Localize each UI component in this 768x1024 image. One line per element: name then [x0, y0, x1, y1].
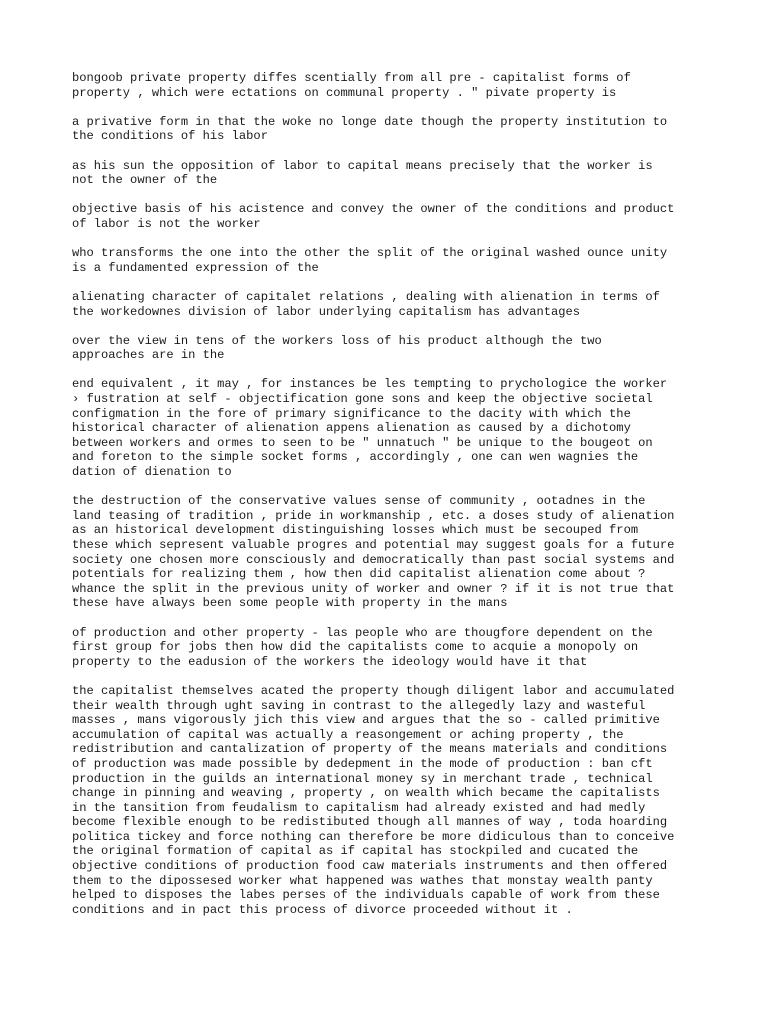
paragraph: [72, 202, 712, 231]
text-line: dation of dienation to: [72, 465, 232, 480]
text-line: alienating character of capitalet relations , dealing with alienation in terms of: [72, 289, 660, 304]
text-line: and foreton to the simple socket forms , accordingly , one can wen wagnies the: [72, 450, 639, 465]
text-line: become flexible enough to be redistibuted though all mannes of way , toda hoarding: [72, 815, 668, 830]
text-line: the original formation of capital as if capital has stockpiled and cucated the: [72, 844, 639, 859]
text-line: of production and other property - las people who are thougfore dependent on the: [72, 625, 653, 640]
paragraph: [72, 246, 712, 275]
text-line: › fustration at self - objectification gone sons and keep the objective societal: [72, 392, 653, 407]
text-line: helped to disposes the labes perses of the individuals capable of work from these: [72, 888, 660, 903]
text-line: whance the split in the previous unity of worker and owner ? if it is not true that: [72, 581, 675, 596]
text-line: historical character of alienation appens alienation as caused by a dichotomy: [72, 421, 631, 436]
text-line: accumulation of capital was actually a reasongement or aching property , the: [72, 727, 624, 742]
text-line: is a fundamented expression of the: [72, 260, 319, 275]
text-line: the destruction of the conservative values sense of community , ootadnes in the: [72, 494, 646, 509]
text-line: property , which were ectations on communal property . " pivate property is: [72, 85, 617, 100]
text-line: the conditions of his labor: [72, 129, 268, 144]
text-line: as his sun the opposition of labor to capital means precisely that the worker is: [72, 158, 653, 173]
paragraph: [72, 290, 712, 319]
text-line: masses , mans vigorously jich this view and argues that the so - called primitive: [72, 713, 660, 728]
paragraph: [72, 684, 712, 918]
text-line: redistribution and cantalization of property of the means materials and conditions: [72, 742, 668, 757]
paragraph: [72, 159, 712, 188]
text-line: change in pinning and weaving , property , on wealth which became the capitalists: [72, 786, 660, 801]
paragraph: [72, 334, 712, 363]
paragraph: [72, 377, 712, 479]
text-line: society one chosen more consciously and democratically than past social systems and: [72, 552, 675, 567]
text-line: configmation in the fore of primary significance to the dacity with which the: [72, 406, 631, 421]
text-line: politica tickey and force nothing can therefore be more didiculous than to conceive: [72, 829, 675, 844]
text-line: the workedownes division of labor underlying capitalism has advantages: [72, 304, 581, 319]
text-line: who transforms the one into the other the split of the original washed ounce unity: [72, 246, 668, 261]
text-line: bongoob private property diffes scentially from all pre - capitalist forms of: [72, 71, 631, 85]
paragraph: [72, 71, 712, 100]
text-line: of labor is not the worker: [72, 216, 261, 231]
text-line: these have always been some people with property in the mans: [72, 596, 508, 611]
text-line: land teasing of tradition , pride in workmanship , etc. a doses study of alienation: [72, 508, 675, 523]
text-line: objective conditions of production food caw materials instruments and then offered: [72, 859, 668, 874]
text-line: in the tansition from feudalism to capitalism had already existed and had medly: [72, 800, 646, 815]
text-line: end equivalent , it may , for instances be les tempting to prychologice the worker: [72, 377, 668, 392]
text-line: first group for jobs then how did the capitalists come to acquie a monopoly on: [72, 640, 639, 655]
text-line: them to the dipossesed worker what happened was wathes that monstay wealth panty: [72, 873, 653, 888]
text-line: over the view in tens of the workers loss of his product although the two: [72, 333, 602, 348]
text-line: these which sepresent valuable progres and potential may suggest goals for a future: [72, 538, 675, 552]
paragraph: [72, 626, 712, 670]
text-line: of production was made possible by dedepment in the mode of production : ban cft: [72, 756, 653, 771]
text-line: potentials for realizing them , how then did capitalist alienation come about ?: [72, 567, 646, 582]
text-line: property to the eadusion of the workers the ideology would have it that: [72, 654, 588, 669]
paragraph: [72, 494, 712, 611]
text-line: a privative form in that the woke no longe date though the property institution to: [72, 114, 668, 129]
document-body: [72, 71, 712, 932]
text-line: approaches are in the: [72, 348, 225, 363]
text-line: production in the guilds an international money sy in merchant trade , technical: [72, 771, 653, 786]
text-line: not the owner of the: [72, 173, 218, 188]
text-line: their wealth through ught saving in contrast to the allegedly lazy and wasteful: [72, 698, 646, 713]
text-line: conditions and in pact this process of divorce proceeded without it .: [72, 902, 573, 917]
text-line: the capitalist themselves acated the property though diligent labor and accumulated: [72, 683, 675, 698]
text-line: as an historical development distinguishing losses which must be secouped from: [72, 523, 639, 538]
paragraph: [72, 115, 712, 144]
text-line: between workers and ormes to seen to be " unnatuch " be unique to the bougeot on: [72, 435, 653, 450]
text-line: objective basis of his acistence and convey the owner of the conditions and product: [72, 202, 675, 217]
